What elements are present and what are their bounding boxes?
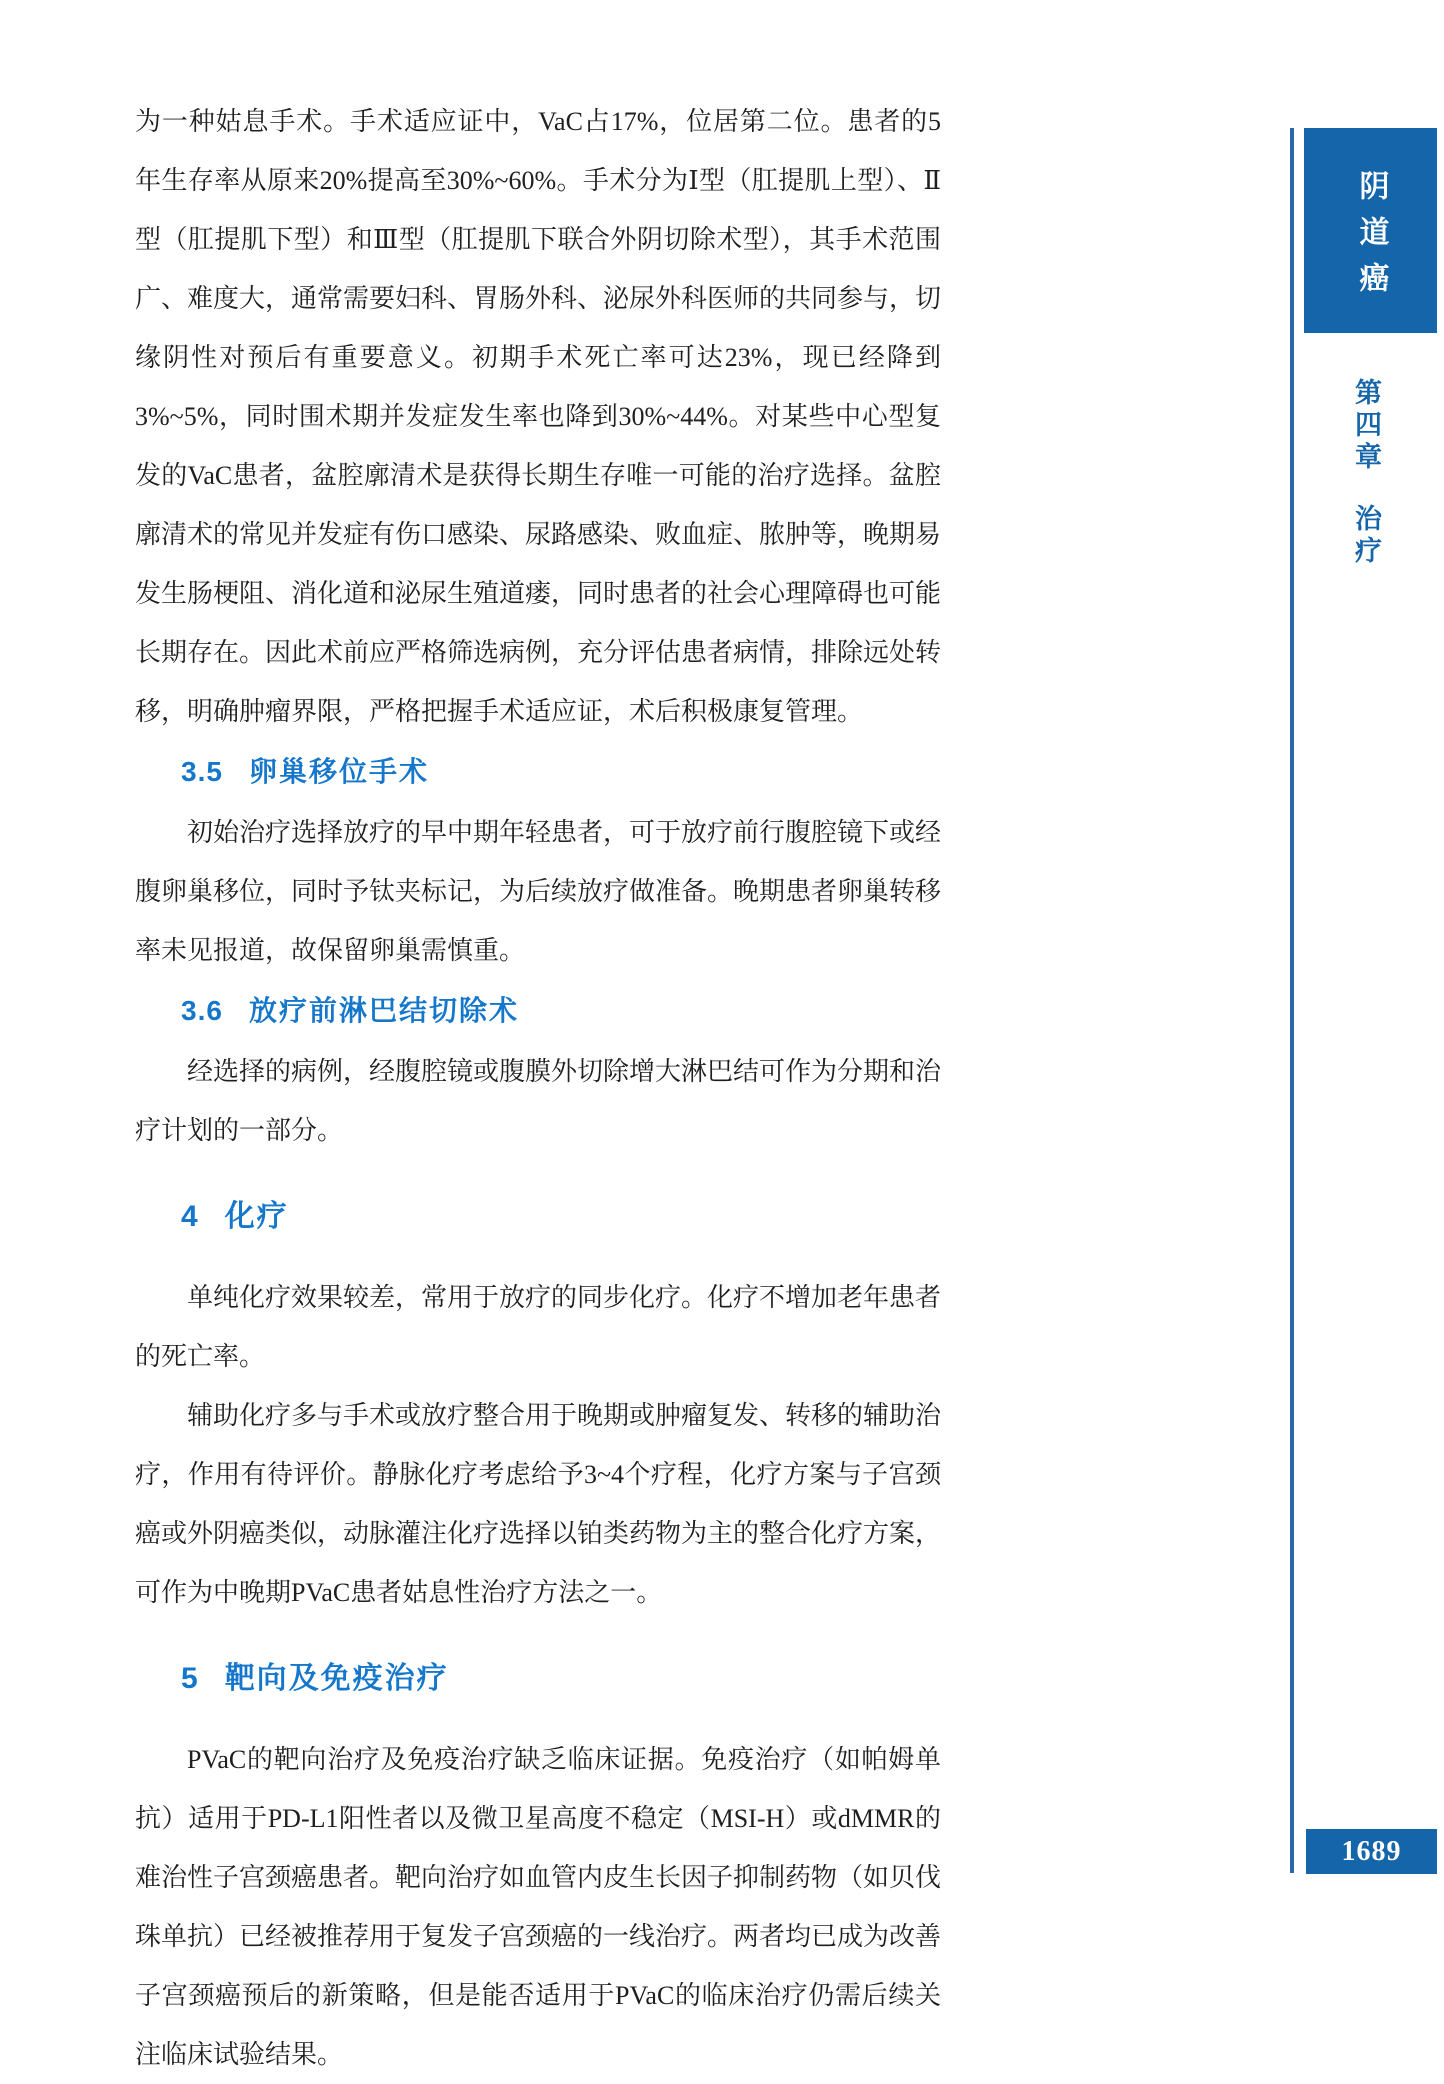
page-number: 1689 xyxy=(1341,1835,1402,1867)
body-paragraph: 初始治疗选择放疗的早中期年轻患者，可于放疗前行腹腔镜下或经腹卵巢移位，同时予钛夹标记，为后续放疗做准备。晚期患者卵巢转移率未见报道，故保留卵巢需慎重。 xyxy=(135,818,942,965)
body-paragraph: 单纯化疗效果较差，常用于放疗的同步化疗。化疗不增加老年患者的死亡率。 xyxy=(135,1283,942,1371)
content-area xyxy=(135,92,941,2084)
section-heading xyxy=(181,1658,941,1700)
subsection-heading xyxy=(181,753,941,791)
sidebar-rule xyxy=(1290,128,1294,1873)
section-number: 4 xyxy=(181,1200,199,1233)
section-number: 3.6 xyxy=(181,995,223,1026)
subsection-heading xyxy=(181,992,941,1030)
chapter-tab xyxy=(1304,128,1437,333)
body-paragraph: 辅助化疗多与手术或放疗整合用于晚期或肿瘤复发、转移的辅助治疗，作用有待评价。静脉化疗考虑给予3~4个疗程，化疗方案与子宫颈癌或外阴癌类似，动脉灌注化疗选择以铂类药物为主的整合化疗方案，可作为中晚期PVaC患者姑息性治疗方法之一。 xyxy=(135,1401,942,1607)
section-number: 5 xyxy=(181,1662,199,1695)
chapter-number-label: 第四章 xyxy=(1351,378,1381,474)
section-title: 放疗前淋巴结切除术 xyxy=(248,995,519,1026)
chapter-tab-label: 阴道癌 xyxy=(1354,169,1388,308)
body-paragraph: 经选择的病例，经腹腔镜或腹膜外切除增大淋巴结可作为分期和治疗计划的一部分。 xyxy=(135,1057,942,1145)
section-heading xyxy=(181,1196,941,1238)
section-title: 化疗 xyxy=(224,1200,289,1233)
section-title: 卵巢移位手术 xyxy=(248,756,429,787)
chapter-heading xyxy=(1350,378,1382,568)
section-title: 靶向及免疫治疗 xyxy=(224,1662,449,1695)
page-number-badge xyxy=(1306,1829,1437,1874)
section-number: 3.5 xyxy=(181,756,223,787)
body-paragraph: PVaC的靶向治疗及免疫治疗缺乏临床证据。免疫治疗（如帕姆单抗）适用于PD-L1阳性者以及微卫星高度不稳定（MSI-H）或dMMR的难治性子宫颈癌患者。靶向治疗如血管内皮生长因子抑制药物（如贝伐珠单抗）已经被推荐用于复发子宫颈癌的一线治疗。两者均已成为改善子宫颈癌预后的新策略，但是能否适用于PVaC的临床治疗仍需后续关注临床试验结果。 xyxy=(135,1745,942,2069)
body-paragraph: 为一种姑息手术。手术适应证中，VaC占17%，位居第二位。患者的5年生存率从原来20%提高至30%~60%。手术分为Ⅰ型（肛提肌上型）、Ⅱ型（肛提肌下型）和Ⅲ型（肛提肌下联合外阴切除术型），其手术范围广、难度大，通常需要妇科、胃肠外科、泌尿外科医师的共同参与，切缘阴性对预后有重要意义。初期手术死亡率可达23%，现已经降到3%~5%，同时围术期并发症发生率也降到30%~44%。对某些中心型复发的VaC患者，盆腔廓清术是获得长期生存唯一可能的治疗选择。盆腔廓清术的常见并发症有伤口感染、尿路感染、败血症、脓肿等，晚期易发生肠梗阻、消化道和泌尿生殖道瘘，同时患者的社会心理障碍也可能长期存在。因此术前应严格筛选病例，充分评估患者病情，排除远处转移，明确肿瘤界限，严格把握手术适应证，术后积极康复管理。 xyxy=(135,107,942,726)
chapter-title-label: 治疗 xyxy=(1351,504,1381,568)
